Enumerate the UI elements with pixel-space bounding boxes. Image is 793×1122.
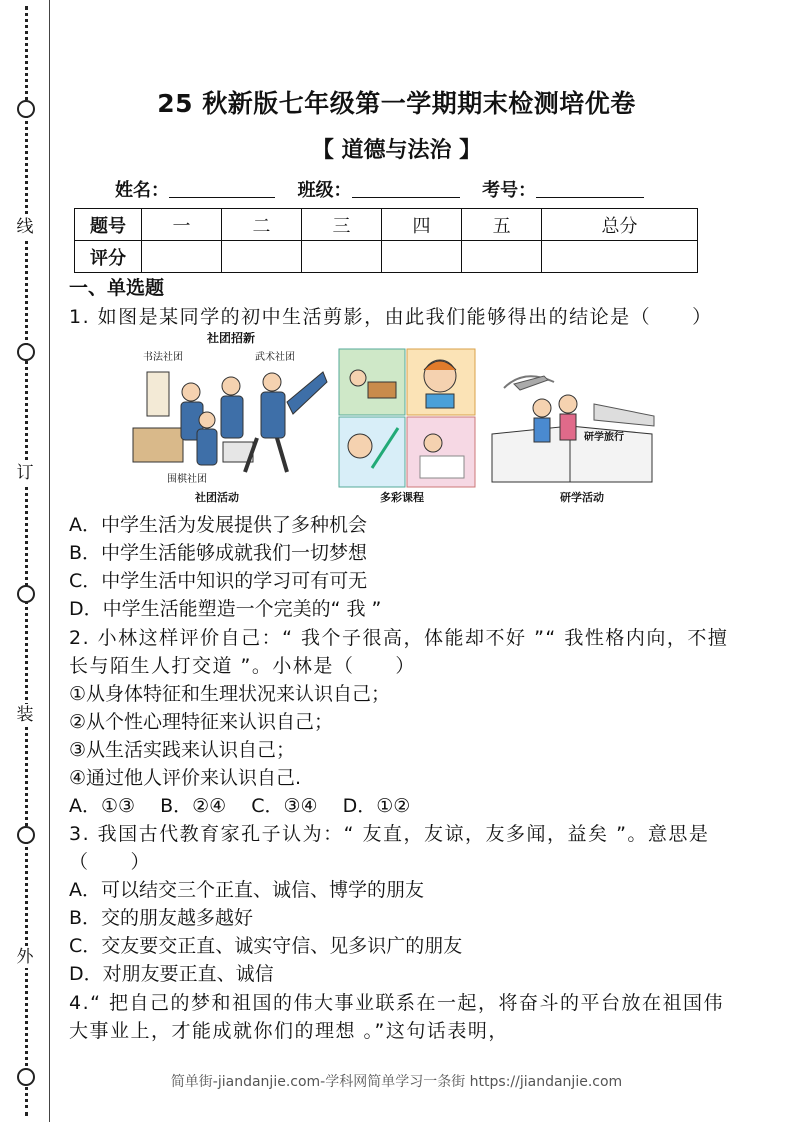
score-table-header-row [75,209,698,241]
q2-options[interactable]: A．①③ B．②④ C．③④ D．①② [69,795,411,817]
go-club-label: 围棋社团 [167,474,207,485]
q1-option-a[interactable]: A．中学生活为发展提供了多种机会 [69,514,367,536]
score-table-score-row [75,241,698,273]
score-label: 评分 [75,241,142,273]
question-3-stem: 3. 我国古代教育家孔子认为：“ 友直，友谅，友多闻，益矣 ”。意思是（ ） [69,823,710,873]
q1-option-c[interactable]: C．中学生活中知识的学习可有可无 [69,570,368,592]
name-field[interactable] [169,177,275,198]
id-label: 考号： [482,180,537,201]
student-info-line [115,176,644,202]
column-header: 四 [382,209,462,241]
club-recruit-label: 社团招新 [206,332,256,345]
calligraphy-club-label: 书法社团 [143,352,183,363]
martial-arts-club-label: 武术社团 [255,352,295,363]
binding-char: 线 [14,216,36,238]
binding-char: 订 [14,462,36,484]
q3-option-b[interactable]: B．交的朋友越多越好 [69,907,254,929]
q2-item: ④通过他人评价来认识自己. [69,767,302,789]
page-footer: 简单街-jiandanjie.com-学科网简单学习一条街 https://jiandanjie.com [170,1074,623,1090]
score-cell[interactable] [462,241,542,273]
study-tour-caption: 研学活动 [560,491,604,504]
score-table [74,208,698,273]
question-2-stem: 2. 小林这样评价自己：“ 我个子很高，体能却不好 ”“ 我性格内向，不擅长与陌生人打交道 ”。小林是（ ） [69,627,729,677]
class-label: 班级： [297,180,352,201]
q3-option-c[interactable]: C．交友要交正直、诚实守信、见多识广的朋友 [69,935,463,957]
club-activity-image [127,332,335,500]
header-label: 题号 [75,209,142,241]
courses-caption: 多彩课程 [380,491,424,504]
column-header: 一 [142,209,222,241]
q2-item: ②从个性心理特征来认识自己； [69,711,334,733]
column-header: 五 [462,209,542,241]
column-header: 二 [222,209,302,241]
club-activity-illustration [127,332,335,500]
binding-border [49,0,50,1122]
exam-title: 25 秋新版七年级第一学期期末检测培优卷 [157,89,636,118]
binding-char: 装 [14,704,36,726]
q3-option-a[interactable]: A．可以结交三个正直、诚信、博学的朋友 [69,879,424,901]
score-cell[interactable] [142,241,222,273]
study-tour-image [484,364,660,488]
column-header: 三 [302,209,382,241]
score-cell[interactable] [542,241,698,273]
study-tour-illustration [484,364,660,488]
q1-option-d[interactable]: D．中学生活能塑造一个完美的“ 我 ” [69,598,382,620]
binding-hole [17,343,35,361]
score-cell[interactable] [302,241,382,273]
column-header: 总分 [542,209,698,241]
binding-hole [17,585,35,603]
q2-item: ③从生活实践来认识自己； [69,739,296,761]
score-cell[interactable] [222,241,302,273]
binding-hole [17,826,35,844]
q3-option-d[interactable]: D．对朋友要正直、诚信 [69,963,274,985]
question-4-stem: 4.“ 把自己的梦和祖国的伟大事业联系在一起，将奋斗的平台放在祖国伟大事业上，才能成就你们的理想 。”这句话表明， [69,992,725,1042]
study-tour-book-label: 研学旅行 [584,432,624,443]
section-title: 一、单选题 [69,277,165,299]
question-1-stem: 1. 如图是某同学的初中生活剪影，由此我们能够得出的结论是（ ） [69,306,713,328]
q2-item: ①从身体特征和生理状况来认识自己； [69,683,391,705]
binding-char: 外 [14,946,36,968]
exam-subject: 【 道德与法治 】 [311,138,482,163]
id-field[interactable] [536,177,644,198]
score-cell[interactable] [382,241,462,273]
club-activity-caption: 社团活动 [195,491,239,504]
name-label: 姓名： [115,180,169,201]
binding-margin [0,0,50,1122]
q1-option-b[interactable]: B．中学生活能够成就我们一切梦想 [69,542,368,564]
courses-image [338,348,476,488]
courses-illustration [338,348,476,488]
class-field[interactable] [352,177,460,198]
